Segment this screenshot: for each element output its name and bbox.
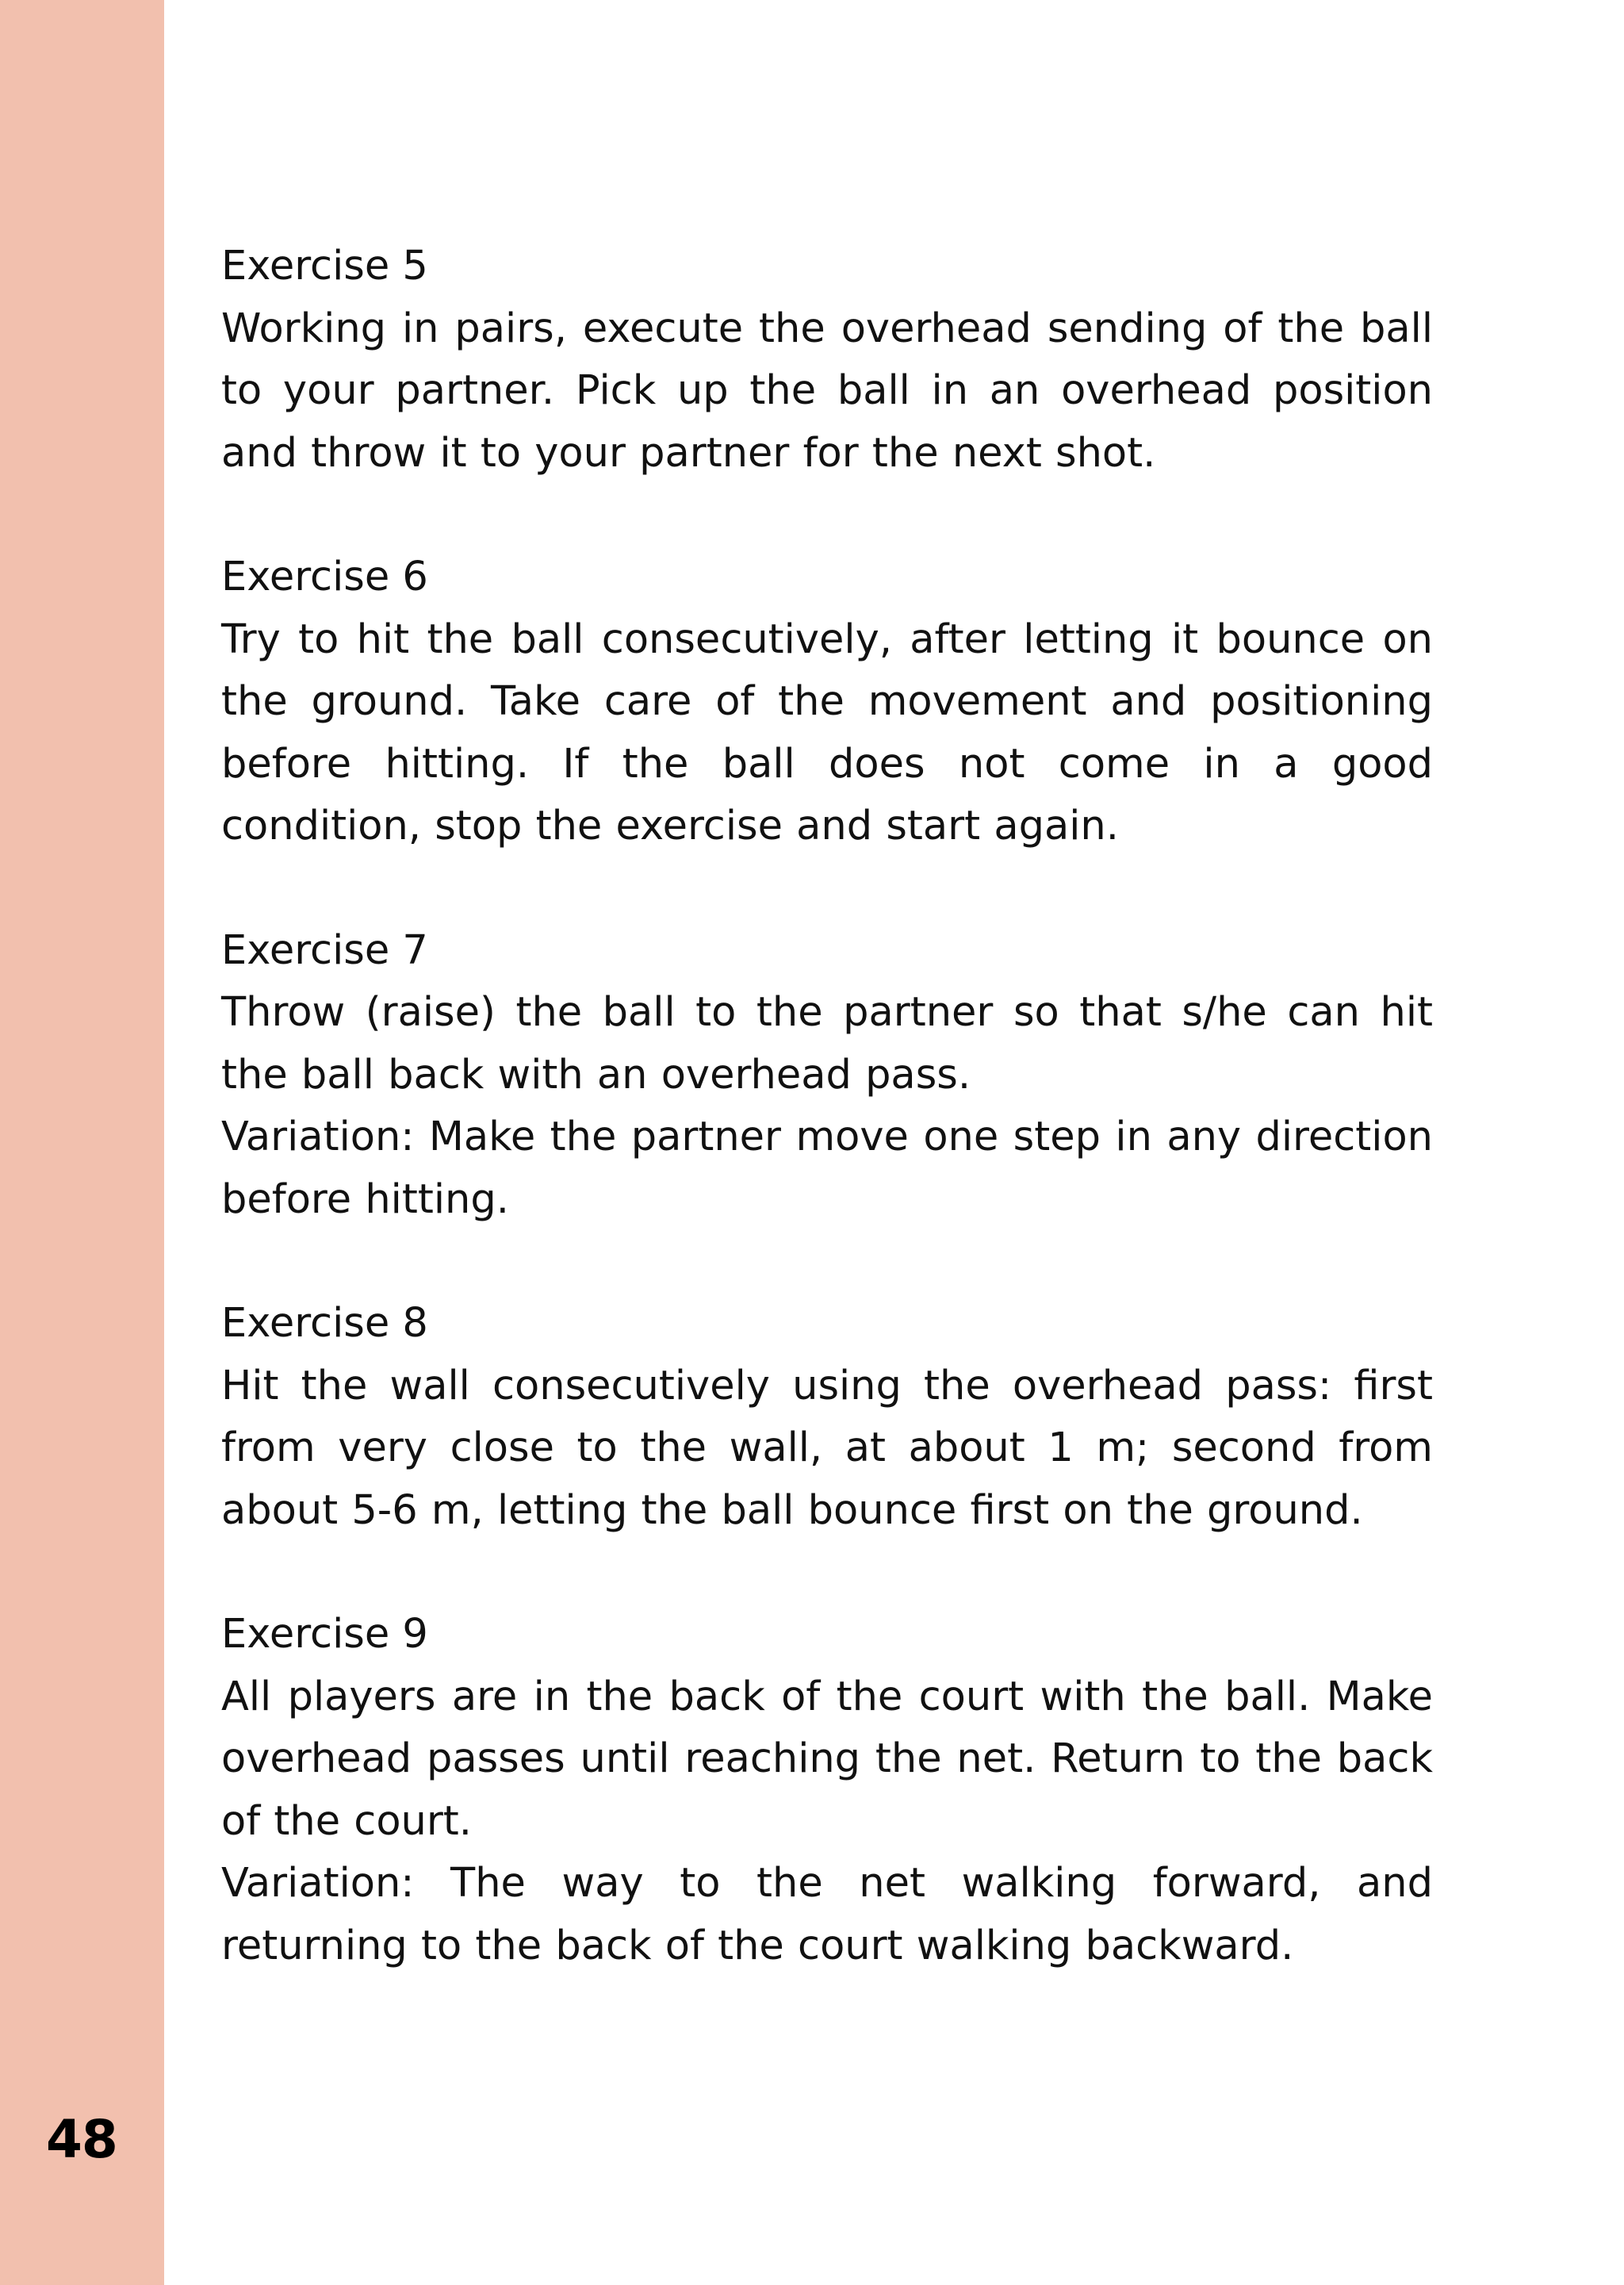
side-color-strip — [0, 0, 164, 2285]
exercise-variation-text: Variation: Make the partner move one step in any direction before hitting. — [221, 1114, 1433, 1223]
page-content — [221, 236, 1433, 2039]
page-number: 48 — [46, 2109, 117, 2170]
exercise-title: Exercise 6 — [221, 554, 428, 600]
exercise-text: All players are in the back of the court with the ball. Make overhead passes until reaching the net. Return to the back of the court. — [221, 1673, 1433, 1845]
exercise-8 — [221, 1293, 1433, 1542]
exercise-5 — [221, 236, 1433, 485]
exercise-6 — [221, 546, 1433, 858]
exercise-text: Hit the wall consecutively using the overhead pass: first from very close to the wall, at about 1 m; second from about 5-6 m, letting the ball bounce first on the ground. — [221, 1362, 1433, 1534]
exercise-title: Exercise 9 — [221, 1611, 428, 1658]
exercise-title: Exercise 5 — [221, 243, 428, 289]
exercise-variation-text: Variation: The way to the net walking forward, and returning to the back of the court walking backward. — [221, 1860, 1433, 1969]
exercise-title: Exercise 7 — [221, 926, 428, 974]
exercise-text: Throw (raise) the ball to the partner so that s/he can hit the ball back with an overhead pass. — [221, 989, 1433, 1098]
exercise-text: Try to hit the ball consecutively, after letting it bounce on the ground. Take care of the movement and positioning before hitting. If the ball does not come in a good condition, stop the exercise and start again. — [221, 615, 1433, 849]
exercise-text: Working in pairs, execute the overhead sending of the ball to your partner. Pick up the ball in an overhead position and throw it to your partner for the next shot. — [221, 305, 1433, 477]
exercise-9 — [221, 1604, 1433, 1977]
exercise-title: Exercise 8 — [221, 1300, 428, 1347]
exercise-7 — [221, 920, 1433, 1232]
